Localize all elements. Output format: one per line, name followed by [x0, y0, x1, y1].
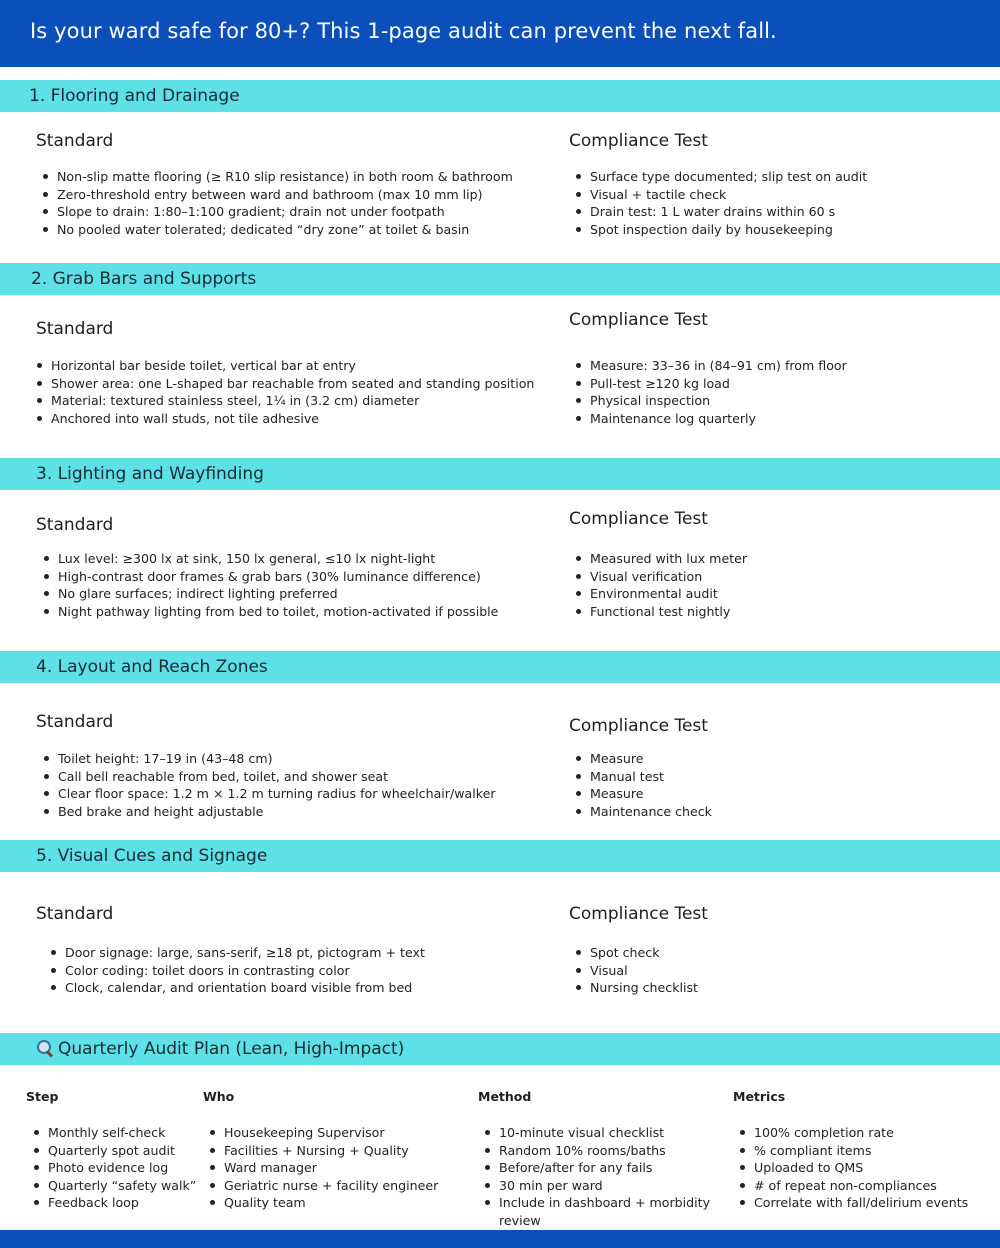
compliance-list — [574, 750, 712, 820]
compliance-heading: Compliance Test — [569, 509, 708, 529]
section-header-grab-bars — [0, 263, 1000, 295]
section-title: 5. Visual Cues and Signage — [36, 846, 268, 866]
list-item: 10-minute visual checklist — [483, 1124, 718, 1142]
list-item: Visual verification — [574, 568, 747, 586]
list-item: Maintenance log quarterly — [574, 410, 847, 428]
list-item: Facilities + Nursing + Quality — [208, 1142, 438, 1160]
list-item: Measure — [574, 785, 712, 803]
list-item: Maintenance check — [574, 803, 712, 821]
plan-header-method: Method — [478, 1089, 532, 1104]
compliance-heading: Compliance Test — [569, 904, 708, 924]
list-item: Night pathway lighting from bed to toilet, motion-activated if possible — [42, 603, 498, 621]
section-header-audit-plan — [0, 1033, 1000, 1065]
list-item: Random 10% rooms/baths — [483, 1142, 718, 1160]
list-item: Drain test: 1 L water drains within 60 s — [574, 203, 867, 221]
magnifying-glass-icon — [36, 1039, 54, 1057]
list-item: Uploaded to QMS — [738, 1159, 968, 1177]
plan-header-step: Step — [26, 1089, 59, 1104]
list-item: Visual — [574, 962, 698, 980]
list-item: Visual + tactile check — [574, 186, 867, 204]
section-title: 1. Flooring and Drainage — [29, 86, 240, 106]
section-header-flooring — [0, 80, 1000, 112]
plan-who-list — [208, 1124, 438, 1212]
list-item: Photo evidence log — [32, 1159, 196, 1177]
standard-list — [41, 168, 513, 238]
compliance-list — [574, 550, 747, 620]
footer-bar — [0, 1230, 1000, 1248]
list-item: Quarterly “safety walk” — [32, 1177, 196, 1195]
list-item: Door signage: large, sans-serif, ≥18 pt, pictogram + text — [49, 944, 425, 962]
list-item: Quarterly spot audit — [32, 1142, 196, 1160]
list-item: Measure: 33–36 in (84–91 cm) from floor — [574, 357, 847, 375]
standard-list — [42, 550, 498, 620]
list-item: Housekeeping Supervisor — [208, 1124, 438, 1142]
list-item: Color coding: toilet doors in contrasting color — [49, 962, 425, 980]
standard-list — [49, 944, 425, 997]
list-item: Clear floor space: 1.2 m × 1.2 m turning radius for wheelchair/walker — [42, 785, 496, 803]
compliance-list — [574, 944, 698, 997]
list-item: Shower area: one L-shaped bar reachable from seated and standing position — [35, 375, 534, 393]
plan-metrics-list — [738, 1124, 968, 1212]
list-item: Functional test nightly — [574, 603, 747, 621]
list-item: Clock, calendar, and orientation board visible from bed — [49, 979, 425, 997]
standard-heading: Standard — [36, 131, 114, 151]
list-item: Toilet height: 17–19 in (43–48 cm) — [42, 750, 496, 768]
list-item: Measure — [574, 750, 712, 768]
list-item: Slope to drain: 1:80–1:100 gradient; drain not under footpath — [41, 203, 513, 221]
section-title: 3. Lighting and Wayfinding — [36, 464, 264, 484]
list-item: Correlate with fall/delirium events — [738, 1194, 968, 1212]
section-header-layout — [0, 651, 1000, 683]
list-item: Feedback loop — [32, 1194, 196, 1212]
list-item: High-contrast door frames & grab bars (30% luminance difference) — [42, 568, 498, 586]
list-item: Horizontal bar beside toilet, vertical bar at entry — [35, 357, 534, 375]
list-item: Quality team — [208, 1194, 438, 1212]
list-item: Anchored into wall studs, not tile adhesive — [35, 410, 534, 428]
list-item: Measured with lux meter — [574, 550, 747, 568]
list-item: Material: textured stainless steel, 1¼ in (3.2 cm) diameter — [35, 392, 534, 410]
standard-list — [42, 750, 496, 820]
section-title: 2. Grab Bars and Supports — [31, 269, 257, 289]
list-item: Spot inspection daily by housekeeping — [574, 221, 867, 239]
list-item: Geriatric nurse + facility engineer — [208, 1177, 438, 1195]
page-title-banner — [0, 0, 1000, 67]
list-item: % compliant items — [738, 1142, 968, 1160]
list-item: Zero-threshold entry between ward and bathroom (max 10 mm lip) — [41, 186, 513, 204]
standard-heading: Standard — [36, 515, 114, 535]
list-item: Manual test — [574, 768, 712, 786]
standard-list — [35, 357, 534, 427]
list-item: Environmental audit — [574, 585, 747, 603]
compliance-heading: Compliance Test — [569, 131, 708, 151]
list-item: Ward manager — [208, 1159, 438, 1177]
list-item: 100% completion rate — [738, 1124, 968, 1142]
compliance-list — [574, 357, 847, 427]
list-item: Before/after for any fails — [483, 1159, 718, 1177]
section-header-signage — [0, 840, 1000, 872]
list-item: 30 min per ward — [483, 1177, 718, 1195]
list-item: Physical inspection — [574, 392, 847, 410]
standard-heading: Standard — [36, 712, 114, 732]
plan-method-list — [483, 1124, 718, 1230]
section-header-lighting — [0, 458, 1000, 490]
list-item: # of repeat non-compliances — [738, 1177, 968, 1195]
compliance-list — [574, 168, 867, 238]
section-title: Quarterly Audit Plan (Lean, High-Impact) — [58, 1039, 405, 1059]
page-title: Is your ward safe for 80+? This 1-page audit can prevent the next fall. — [30, 19, 777, 43]
list-item: Spot check — [574, 944, 698, 962]
plan-header-who: Who — [203, 1089, 235, 1104]
compliance-heading: Compliance Test — [569, 716, 708, 736]
plan-step-list — [32, 1124, 196, 1212]
list-item: Call bell reachable from bed, toilet, and shower seat — [42, 768, 496, 786]
section-title: 4. Layout and Reach Zones — [36, 657, 268, 677]
list-item: Monthly self-check — [32, 1124, 196, 1142]
list-item: Pull-test ≥120 kg load — [574, 375, 847, 393]
standard-heading: Standard — [36, 319, 114, 339]
list-item: No glare surfaces; indirect lighting preferred — [42, 585, 498, 603]
plan-header-metrics: Metrics — [733, 1089, 786, 1104]
standard-heading: Standard — [36, 904, 114, 924]
list-item: Surface type documented; slip test on audit — [574, 168, 867, 186]
list-item: Non-slip matte flooring (≥ R10 slip resistance) in both room & bathroom — [41, 168, 513, 186]
compliance-heading: Compliance Test — [569, 310, 708, 330]
list-item: Lux level: ≥300 lx at sink, 150 lx general, ≤10 lx night-light — [42, 550, 498, 568]
list-item: Nursing checklist — [574, 979, 698, 997]
list-item: No pooled water tolerated; dedicated “dry zone” at toilet & basin — [41, 221, 513, 239]
list-item: Bed brake and height adjustable — [42, 803, 496, 821]
list-item: Include in dashboard + morbidity review — [483, 1194, 718, 1229]
